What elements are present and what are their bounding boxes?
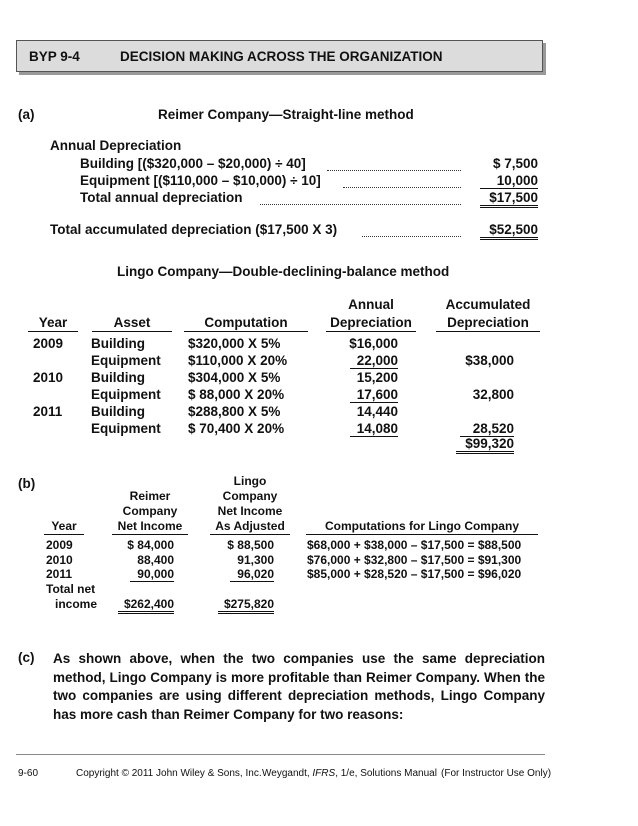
row-reimer-income: 90,000 <box>130 567 174 582</box>
row-depreciation: 22,000 <box>350 353 398 369</box>
rule <box>28 331 78 332</box>
building-amount: $ 7,500 <box>492 156 538 171</box>
row-accumulated: $38,000 <box>465 353 514 368</box>
row-asset: Building <box>91 336 145 351</box>
col-annual-dep: Depreciation <box>330 315 412 330</box>
section-code: BYP 9-4 <box>29 49 80 64</box>
section-title: DECISION MAKING ACROSS THE ORGANIZATION <box>120 49 443 64</box>
col-lingo-net-income: Net Income <box>217 504 283 518</box>
row-depreciation: 17,600 <box>350 387 398 403</box>
reimer-total: $262,400 <box>118 597 174 614</box>
row-year: 2009 <box>33 336 64 351</box>
col-year-b: Year <box>51 519 77 533</box>
rule <box>112 534 188 535</box>
lingo-total: $275,820 <box>218 597 274 614</box>
row-depreciation: 15,200 <box>356 370 398 385</box>
row-lingo-income: 91,300 <box>237 553 274 567</box>
copyright: Copyright © 2011 John Wiley & Sons, Inc. <box>76 768 262 779</box>
instructor-note: (For Instructor Use Only) <box>441 768 552 779</box>
col-lingo-company: Company <box>222 489 278 503</box>
page-number: 9-60 <box>18 768 39 779</box>
col-lingo-as-adjusted: As Adjusted <box>215 519 285 533</box>
leader-dots <box>343 187 461 188</box>
row-asset: Equipment <box>91 353 161 368</box>
row-depreciation: $16,000 <box>349 336 398 351</box>
building-line: Building [($320,000 – $20,000) ÷ 40] <box>80 156 306 171</box>
row-asset: Equipment <box>91 421 161 436</box>
col-reimer: Reimer <box>129 489 171 503</box>
row-accumulated: 28,520 <box>460 421 514 437</box>
row-year: 2011 <box>33 404 63 419</box>
part-c-label: (c) <box>18 650 35 665</box>
leader-dots <box>260 204 461 205</box>
annual-dep-label: Annual Depreciation <box>50 138 182 153</box>
footer-rule <box>16 754 545 755</box>
rule <box>326 331 416 332</box>
part-c-text: As shown above, when the two companies use the same depreciation method, Lingo Company is more profitable than Reimer Company. When the two companies are using different depreciation methods, Lingo Company has more cash than Reimer Company for two reasons: <box>53 651 545 722</box>
row-depreciation: 14,080 <box>350 421 398 437</box>
total-annual-line: Total annual depreciation <box>80 190 243 205</box>
row-year: 2011 <box>46 567 73 581</box>
reimer-method-title: Reimer Company—Straight-line method <box>158 107 414 122</box>
row-reimer-income: $ 84,000 <box>127 538 174 552</box>
total-accum-amount: $52,500 <box>480 222 538 240</box>
rule <box>210 534 290 535</box>
manual-credit <box>262 768 437 779</box>
col-asset: Asset <box>113 315 151 330</box>
section-header <box>16 40 543 72</box>
row-lingo-income: $ 88,500 <box>227 538 274 552</box>
row-accumulated: 32,800 <box>472 387 514 402</box>
part-a-label: (a) <box>18 107 35 122</box>
lingo-method-title: Lingo Company—Double-declining-balance method <box>117 264 450 279</box>
col-reimer-net-income: Net Income <box>117 519 183 533</box>
equipment-line: Equipment [($110,000 – $10,000) ÷ 10] <box>80 173 321 188</box>
col-year: Year <box>38 315 68 330</box>
row-lingo-income: 96,020 <box>230 567 274 582</box>
rule <box>92 331 172 332</box>
col-accum-dep: Depreciation <box>447 315 529 330</box>
leader-dots <box>327 170 461 171</box>
rule <box>184 331 308 332</box>
row-computation: $76,000 + $32,800 – $17,500 = $91,300 <box>307 553 522 567</box>
rule <box>306 534 538 535</box>
row-computation: $288,800 X 5% <box>188 404 281 419</box>
row-reimer-income: 88,400 <box>137 553 174 567</box>
row-year: 2010 <box>33 370 64 385</box>
row-computation: $304,000 X 5% <box>188 370 281 385</box>
row-computation: $ 70,400 X 20% <box>188 421 285 436</box>
row-computation: $85,000 + $28,520 – $17,500 = $96,020 <box>307 567 522 581</box>
row-depreciation: 14,440 <box>356 404 398 419</box>
row-asset: Building <box>91 370 145 385</box>
row-asset: Equipment <box>91 387 161 402</box>
col-reimer-company: Company <box>122 504 178 518</box>
rule <box>44 534 84 535</box>
col-accumulated: Accumulated <box>445 297 531 312</box>
grand-total: $99,320 <box>456 436 514 454</box>
row-asset: Building <box>91 404 145 419</box>
manual-author: Weygandt, <box>262 768 313 779</box>
row-computation: $110,000 X 20% <box>188 353 288 368</box>
col-computation: Computation <box>204 315 288 330</box>
income-label: income <box>55 597 98 611</box>
col-annual: Annual <box>348 297 394 312</box>
total-accum-line: Total accumulated depreciation ($17,500 X 3) <box>50 222 338 237</box>
row-computation: $320,000 X 5% <box>188 336 281 351</box>
manual-title: IFRS <box>312 768 336 779</box>
part-b-label: (b) <box>18 476 36 491</box>
leader-dots <box>362 236 461 237</box>
col-computations: Computations for Lingo Company <box>325 519 519 533</box>
row-computation: $68,000 + $38,000 – $17,500 = $88,500 <box>307 538 522 552</box>
row-year: 2009 <box>46 538 73 552</box>
rule <box>436 331 540 332</box>
col-lingo: Lingo <box>233 474 267 488</box>
total-annual-amount: $17,500 <box>480 190 538 208</box>
row-computation: $ 88,000 X 20% <box>188 387 285 402</box>
row-year: 2010 <box>46 553 73 567</box>
manual-edition: , 1/e, Solutions Manual <box>335 768 437 779</box>
total-net-label: Total net <box>46 582 96 596</box>
equipment-amount: 10,000 <box>480 173 538 189</box>
